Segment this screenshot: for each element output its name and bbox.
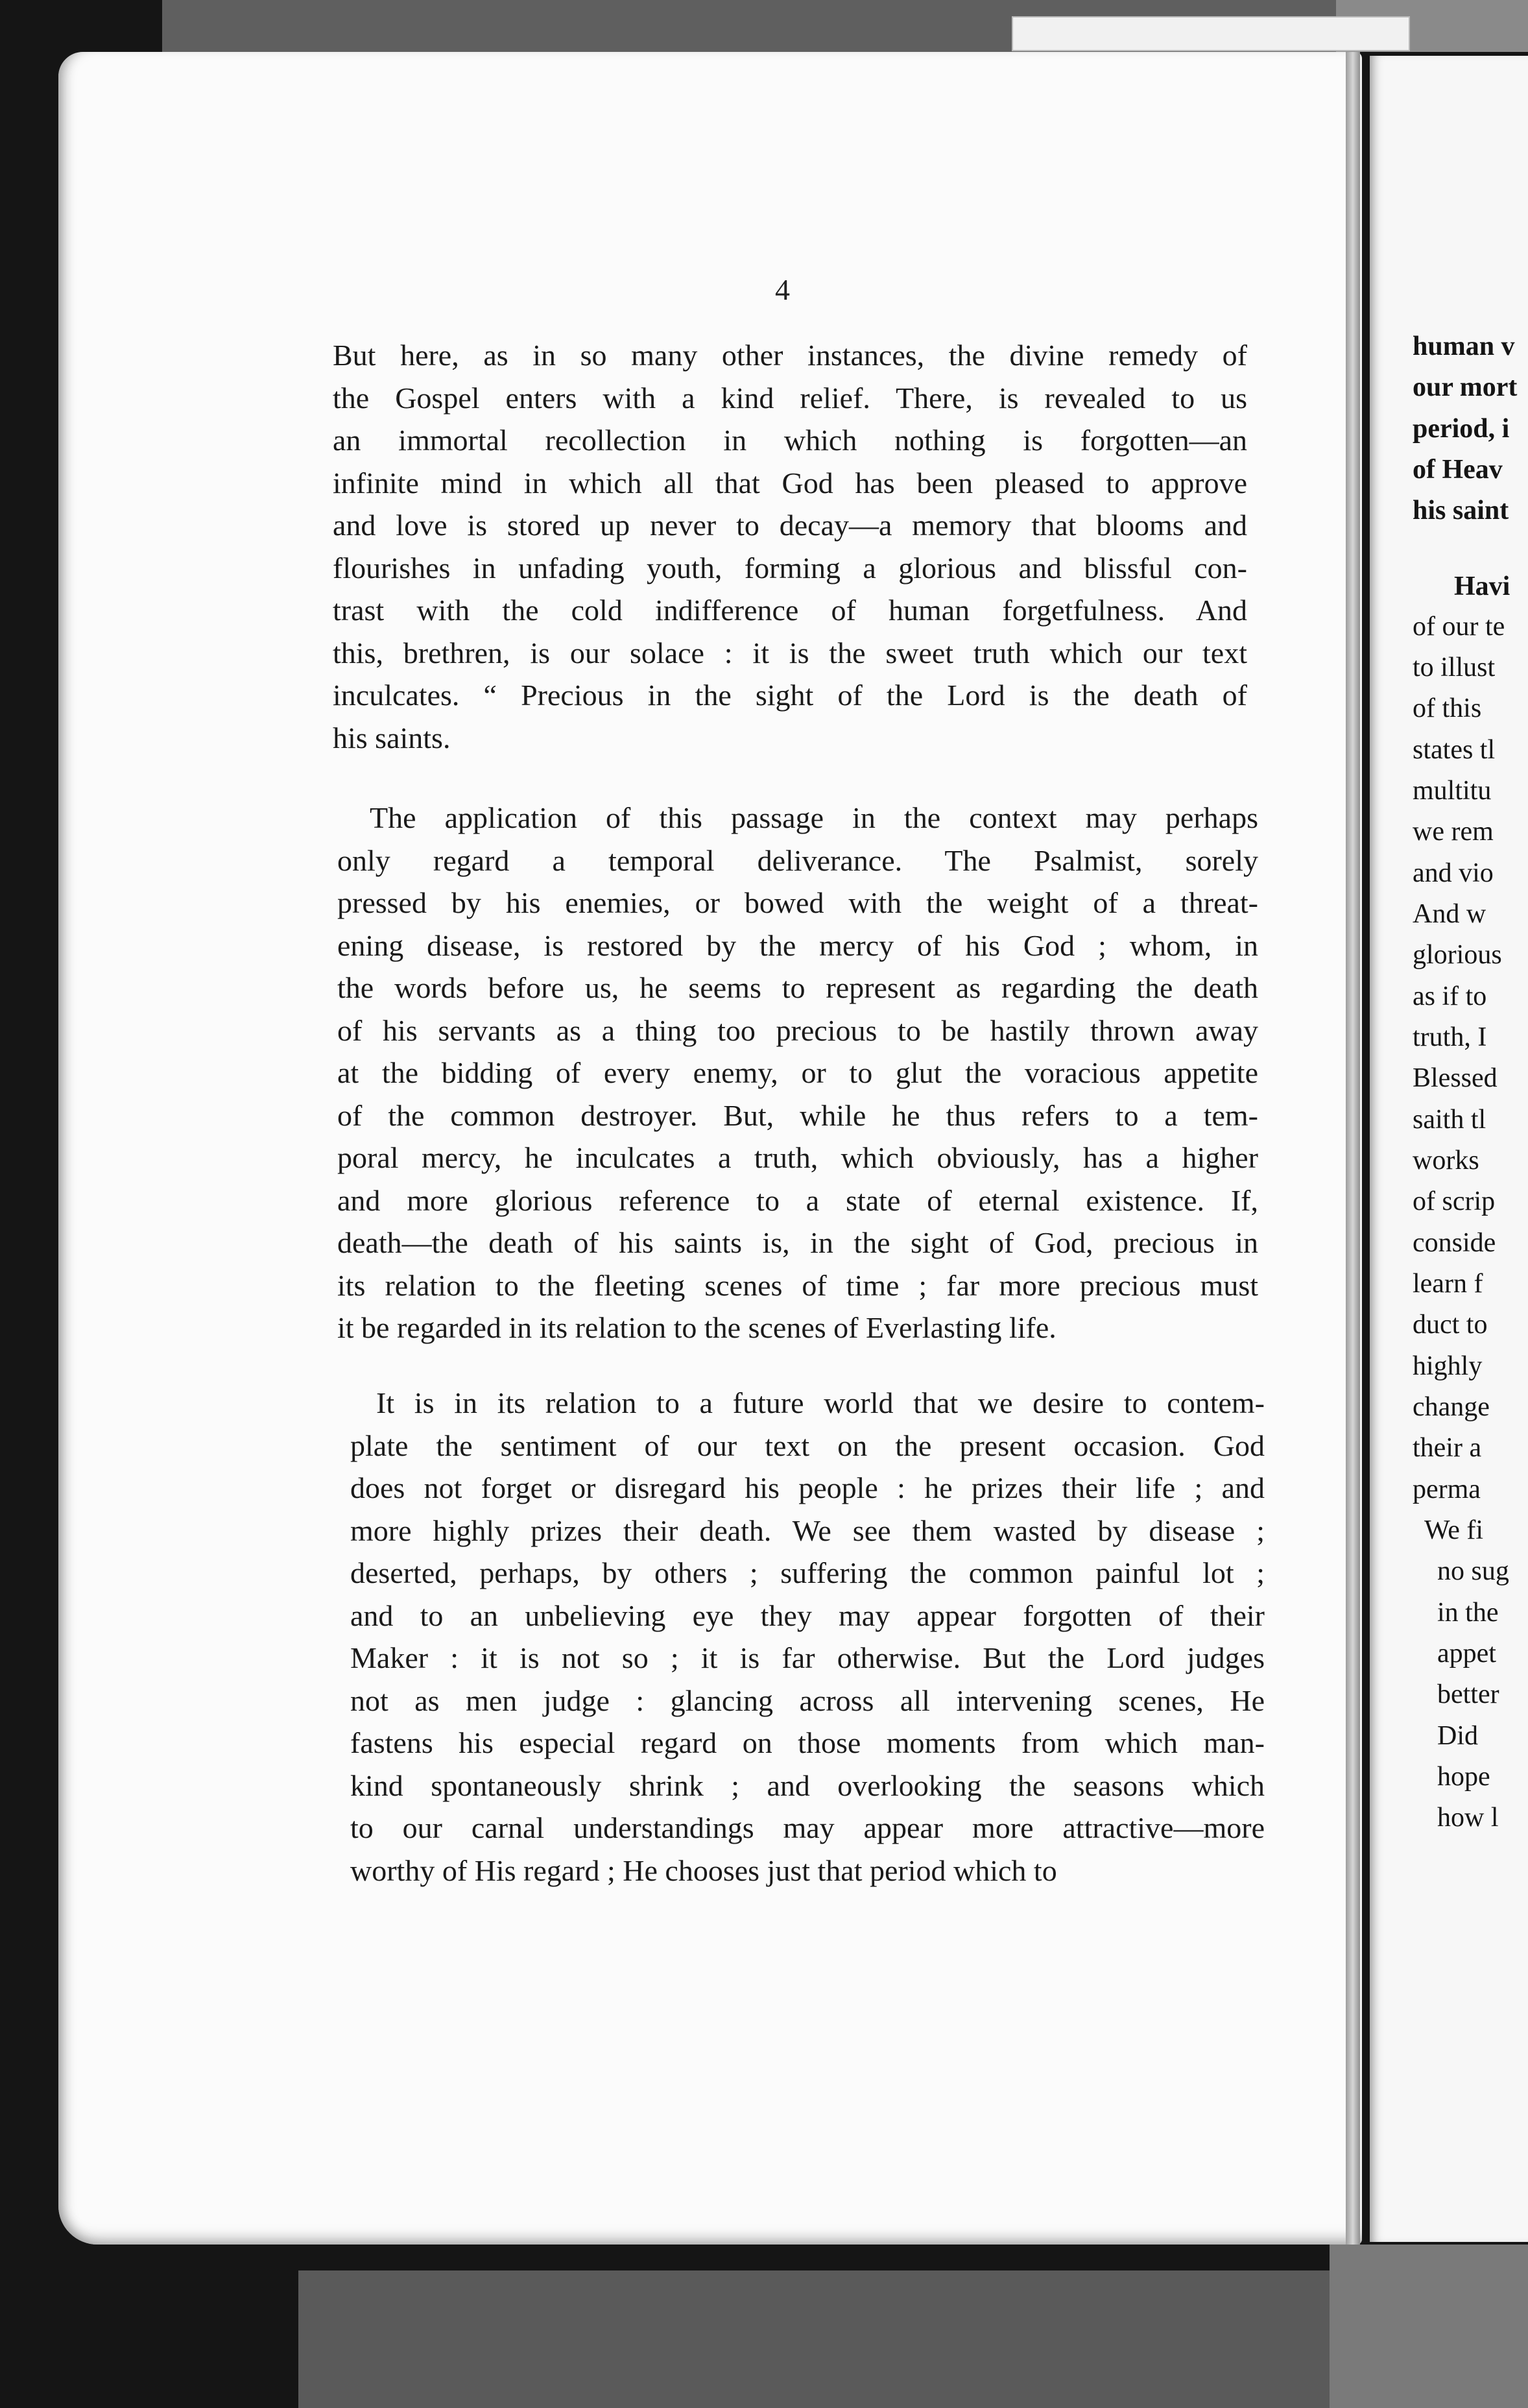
text-line: ening disease, is restored by the mercy of his God ; whom, in <box>337 928 1258 962</box>
text-line: not as men judge : glancing across all intervening scenes, He <box>350 1683 1265 1717</box>
paragraph-3 <box>350 1382 1265 1892</box>
facing-page-line: duct to <box>1413 1310 1488 1340</box>
facing-page-line: his saint <box>1413 496 1509 525</box>
text-line: to our carnal understandings may appear more attractive—more <box>350 1811 1265 1844</box>
text-line: worthy of His regard ; He chooses just that period which to <box>350 1853 1057 1887</box>
facing-page-line: saith tl <box>1413 1105 1486 1135</box>
facing-page-line: of this <box>1413 693 1482 723</box>
text-line: kind spontaneously shrink ; and overlooking the seasons which <box>350 1768 1265 1802</box>
text-line: of his servants as a thing too precious to be hastily thrown away <box>337 1013 1258 1047</box>
text-line: pressed by his enemies, or bowed with the weight of a threat- <box>337 886 1258 919</box>
text-line: deserted, perhaps, by others ; suffering the common painful lot ; <box>350 1556 1265 1589</box>
facing-page-line: and vio <box>1413 858 1494 888</box>
facing-page-line: to illust <box>1413 653 1496 682</box>
facing-page-line: no sug <box>1437 1556 1509 1586</box>
text-line: Maker : it is not so ; it is far otherwise. But the Lord judges <box>350 1641 1265 1674</box>
facing-page-line: glorious <box>1413 940 1502 970</box>
text-line: at the bidding of every enemy, or to glut the voracious appetite <box>337 1056 1258 1089</box>
facing-page-line: as if to <box>1413 981 1487 1011</box>
facing-page-line: states tl <box>1413 735 1496 765</box>
facing-page-line: multitu <box>1413 776 1492 806</box>
scanner-background-bottom <box>298 2270 1368 2408</box>
text-line: of the common destroyer. But, while he thus refers to a tem- <box>337 1098 1258 1132</box>
text-line: fastens his especial regard on those moments from which man- <box>350 1726 1265 1759</box>
facing-page-line: human v <box>1413 331 1515 361</box>
text-line: poral mercy, he inculcates a truth, which obviously, has a higher <box>337 1141 1258 1174</box>
text-line: inculcates. “ Precious in the sight of the Lord is the death of <box>333 679 1247 712</box>
paragraph-2 <box>337 797 1258 1349</box>
page-number: 4 <box>775 273 790 306</box>
facing-page-line: in the <box>1437 1598 1499 1628</box>
facing-page-line: works <box>1413 1146 1479 1175</box>
facing-page-line: we rem <box>1413 817 1494 847</box>
facing-page-line: how l <box>1437 1803 1499 1833</box>
text-line: and love is stored up never to decay—a memory that blooms and <box>333 509 1247 542</box>
facing-page-line: their a <box>1413 1433 1482 1463</box>
text-line: his saints. <box>333 721 451 754</box>
text-line: death—the death of his saints is, in the sight of God, precious in <box>337 1226 1258 1259</box>
facing-page-line: Did <box>1437 1721 1478 1751</box>
facing-page-line: better <box>1437 1680 1499 1709</box>
text-line: more highly prizes their death. We see them wasted by disease ; <box>350 1513 1265 1547</box>
facing-page-line: perma <box>1413 1475 1481 1504</box>
facing-page-line: of scrip <box>1413 1186 1496 1216</box>
facing-page-line: And w <box>1413 899 1486 929</box>
text-line: flourishes in unfading youth, forming a glorious and blissful con- <box>333 551 1247 584</box>
text-line: infinite mind in which all that God has been pleased to approve <box>333 466 1247 500</box>
facing-page-line: We fi <box>1424 1515 1484 1545</box>
facing-page-line: Havi <box>1454 572 1510 601</box>
facing-page-line: hope <box>1437 1762 1490 1792</box>
text-line: the words before us, he seems to represent as regarding the death <box>337 971 1258 1004</box>
text-line: its relation to the fleeting scenes of time ; far more precious must <box>337 1268 1258 1302</box>
text-line: an immortal recollection in which nothing is forgotten—an <box>333 424 1247 457</box>
facing-page-line: appet <box>1437 1639 1496 1668</box>
text-line: this, brethren, is our solace : it is the sweet truth which our text <box>333 636 1247 669</box>
facing-page <box>1370 56 1528 2242</box>
text-line: The application of this passage in the context may perhaps <box>370 801 1258 834</box>
facing-page-line: truth, I <box>1413 1022 1487 1052</box>
facing-page-line: Blessed <box>1413 1063 1498 1093</box>
paragraph-1 <box>333 334 1247 759</box>
text-line: But here, as in so many other instances, the divine remedy of <box>333 339 1247 372</box>
facing-page-line: our mort <box>1413 372 1518 402</box>
text-line: the Gospel enters with a kind relief. There, is revealed to us <box>333 381 1247 415</box>
facing-page-line: period, i <box>1413 414 1510 444</box>
page-gutter <box>1346 52 1360 2245</box>
text-line: it be regarded in its relation to the scenes of Everlasting life. <box>337 1311 1056 1344</box>
facing-page-line: highly <box>1413 1351 1483 1381</box>
text-line: only regard a temporal deliverance. The Psalmist, sorely <box>337 843 1258 877</box>
facing-page-line: of our te <box>1413 612 1505 642</box>
text-line: plate the sentiment of our text on the present occasion. God <box>350 1428 1265 1462</box>
facing-page-line: learn f <box>1413 1269 1483 1299</box>
text-line: does not forget or disregard his people : he prizes their life ; and <box>350 1471 1265 1504</box>
text-line: and to an unbelieving eye they may appear forgotten of their <box>350 1598 1265 1632</box>
scanner-background-bottom-right <box>1330 2245 1528 2408</box>
text-line: trast with the cold indifference of human forgetfulness. And <box>333 594 1247 627</box>
facing-page-line: conside <box>1413 1228 1496 1258</box>
text-line: It is in its relation to a future world that we desire to contem- <box>376 1386 1265 1419</box>
paper-tab <box>1012 16 1410 51</box>
text-line: and more glorious reference to a state of eternal existence. If, <box>337 1183 1258 1217</box>
facing-page-line: of Heav <box>1413 455 1503 485</box>
facing-page-line: change <box>1413 1392 1490 1422</box>
